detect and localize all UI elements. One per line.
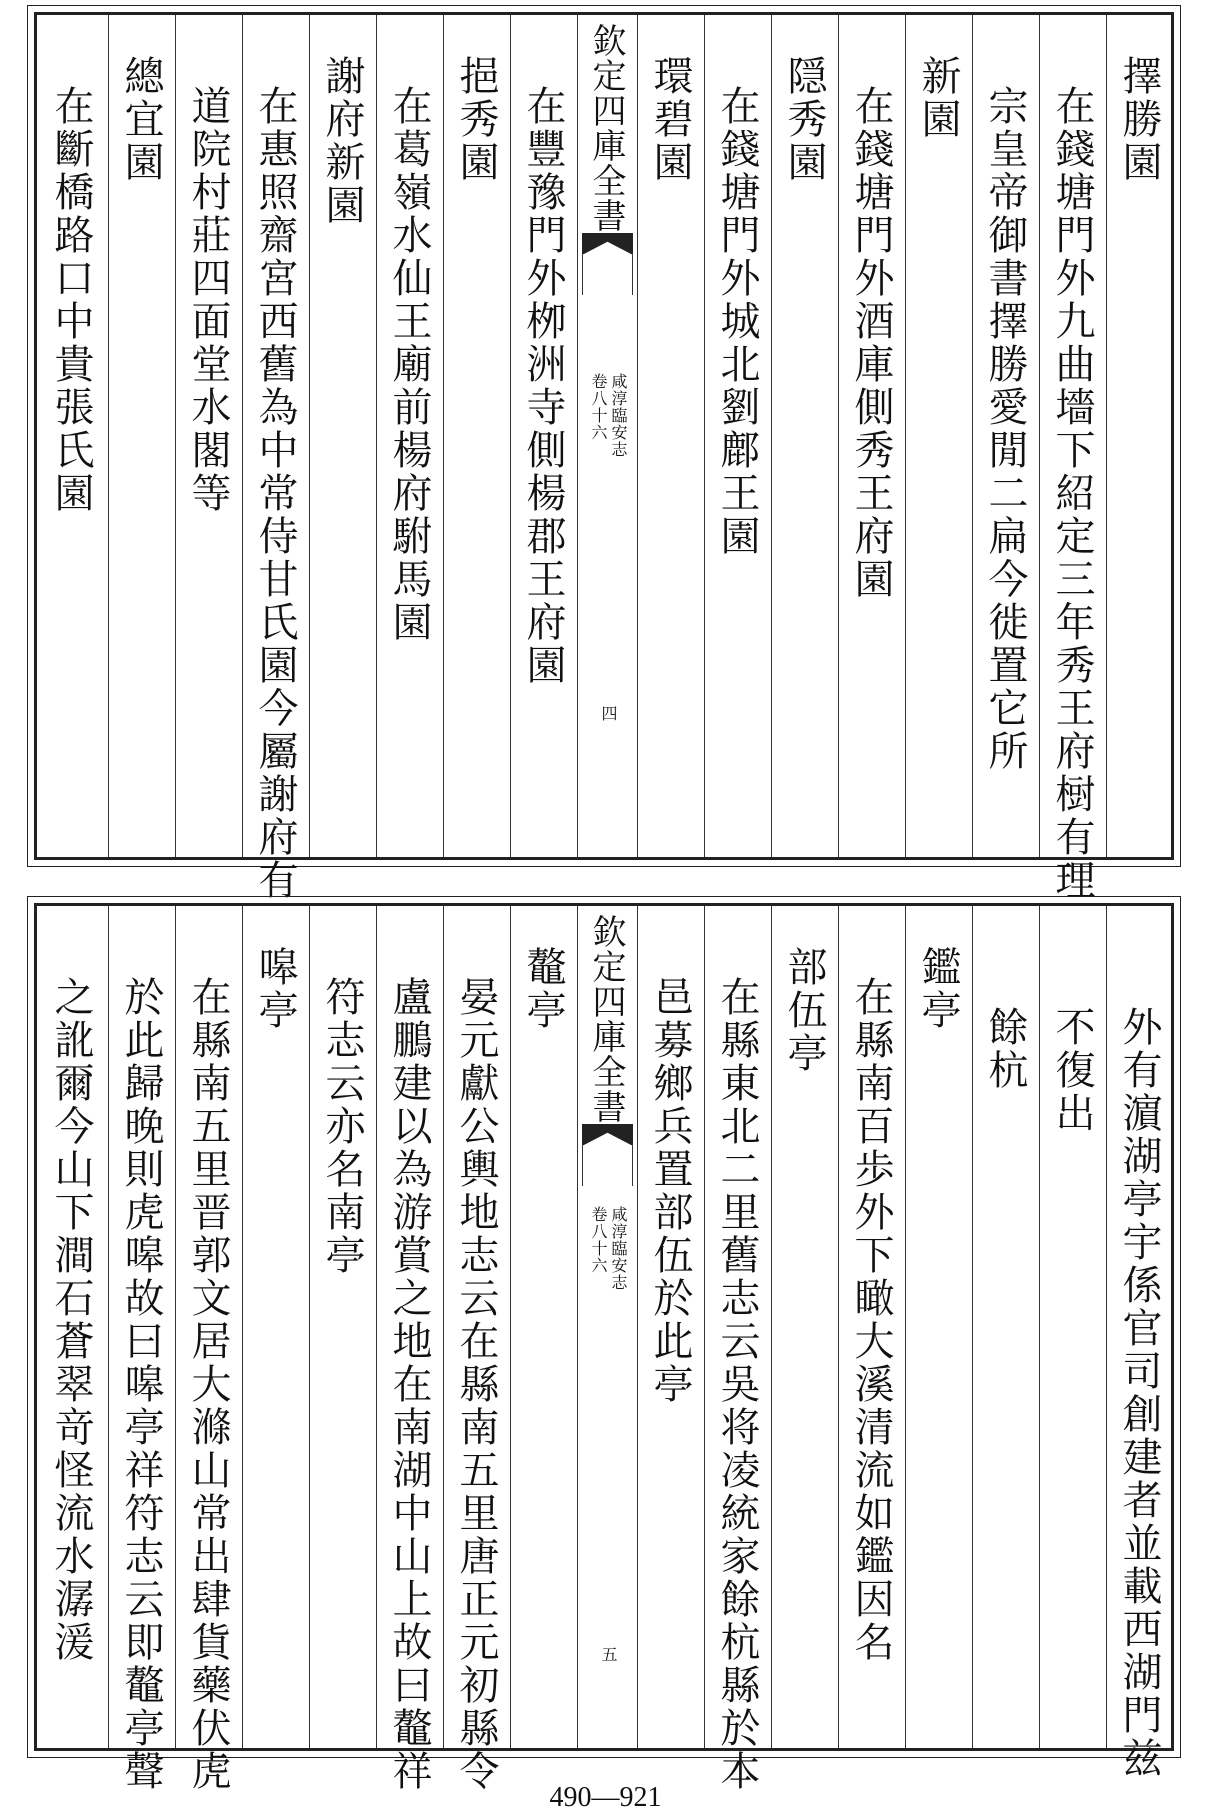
heading-text: 環碧園	[647, 55, 693, 184]
body-text: 之訛爾今山下澗石蒼翠竒怪流水潺湲	[48, 976, 94, 1664]
column	[906, 15, 973, 857]
body-text: 在縣南百歩外下瞰大溪清流如鑑因名	[848, 976, 894, 1664]
book-title: 欽定四庫全書	[586, 23, 626, 233]
heading-text: 嗥亭	[252, 946, 298, 1032]
column	[638, 906, 705, 1748]
heading-text: 挹秀園	[453, 55, 499, 184]
body-text: 在錢塘門外九曲墻下紹定三年秀王府𣗳有理	[1049, 85, 1095, 902]
heading-text: 鼇亭	[520, 946, 566, 1032]
heading-text: 餘杭	[982, 1006, 1028, 1092]
column	[176, 15, 243, 857]
body-text: 在錢塘門外城北劉鄜王園	[714, 85, 760, 558]
column	[444, 15, 511, 857]
bottom-page-frame	[34, 903, 1174, 1793]
book-title: 欽定四庫全書	[586, 914, 626, 1124]
body-text: 道院村莊四面堂水閣等	[185, 85, 231, 515]
book-name: 咸淳臨安志	[609, 373, 628, 458]
book-name: 咸淳臨安志	[609, 1206, 628, 1291]
column	[1107, 906, 1174, 1780]
column	[1107, 15, 1174, 857]
column	[377, 15, 444, 857]
column	[444, 906, 511, 1793]
body-text: 在惠照齋宮西舊為中常侍甘氏園今屬謝府有	[252, 85, 298, 902]
body-text: 晏元獻公輿地志云在縣南五里唐正元初縣令	[453, 976, 499, 1793]
body-text: 不復出	[1049, 1006, 1095, 1135]
heading-text: 新園	[915, 55, 961, 141]
body-text: 符志云亦名南亭	[319, 976, 365, 1277]
column	[1040, 15, 1107, 902]
column	[772, 906, 839, 1748]
column	[109, 15, 176, 857]
column	[973, 906, 1040, 1748]
column	[243, 15, 310, 902]
column	[839, 906, 906, 1748]
column	[176, 906, 243, 1793]
folio-number: 四	[599, 705, 618, 724]
center-gutter	[578, 15, 638, 857]
column	[1040, 906, 1107, 1748]
column	[511, 906, 578, 1748]
body-text: 宗皇帝御書擇勝愛閒二扁今徙置它所	[982, 85, 1028, 773]
body-text: 於此歸晚則虎嗥故曰嗥亭祥符志云即鼇亭聲	[118, 976, 164, 1793]
body-text: 在縣南五里晋郭文居大滌山常出肆貨藥伏虎	[185, 976, 231, 1793]
body-text: 邑募鄉兵置部伍於此亭	[647, 976, 693, 1406]
column	[772, 15, 839, 857]
center-gutter	[578, 906, 638, 1748]
fish-tail-mark	[582, 233, 633, 255]
column	[310, 15, 377, 857]
fish-tail-lines	[582, 255, 633, 295]
heading-text: 擇勝園	[1116, 55, 1162, 184]
juan-number: 卷八十六	[589, 373, 608, 441]
body-text: 在斷橋路口中貴張氏園	[48, 85, 94, 515]
column	[973, 15, 1040, 857]
page-number: 490—921	[549, 1782, 662, 1813]
column	[377, 906, 444, 1793]
body-text: 外有濵湖亭宇係官司創建者並載西湖門兹	[1116, 1006, 1162, 1780]
body-text: 在葛嶺水仙王廟前楊府駙馬園	[386, 85, 432, 644]
column	[638, 15, 705, 857]
column	[243, 906, 310, 1748]
column	[906, 906, 973, 1748]
body-text: 在錢塘門外酒庫側秀王府園	[848, 85, 894, 601]
column	[705, 906, 772, 1793]
top-page-frame	[34, 12, 1174, 902]
column	[37, 906, 109, 1748]
heading-text: 隠秀園	[781, 55, 827, 184]
fish-tail-lines	[582, 1146, 633, 1186]
column	[109, 906, 176, 1793]
fish-tail-mark	[582, 1124, 633, 1146]
column	[705, 15, 772, 857]
juan-number: 卷八十六	[589, 1206, 608, 1274]
column	[37, 15, 109, 857]
heading-text: 謝府新園	[319, 55, 365, 227]
body-text: 盧鵬建以為游賞之地在南湖中山上故曰鼇祥	[386, 976, 432, 1793]
heading-text: 部伍亭	[781, 946, 827, 1075]
column	[511, 15, 578, 857]
heading-text: 總宜園	[118, 55, 164, 184]
body-text: 在縣東北二里舊志云吳将凌統家餘杭縣於本	[714, 976, 760, 1793]
column	[839, 15, 906, 857]
body-text: 在豐豫門外栁洲寺側楊郡王府園	[520, 85, 566, 687]
column	[310, 906, 377, 1748]
heading-text: 鑑亭	[915, 946, 961, 1032]
folio-number: 五	[599, 1646, 618, 1665]
